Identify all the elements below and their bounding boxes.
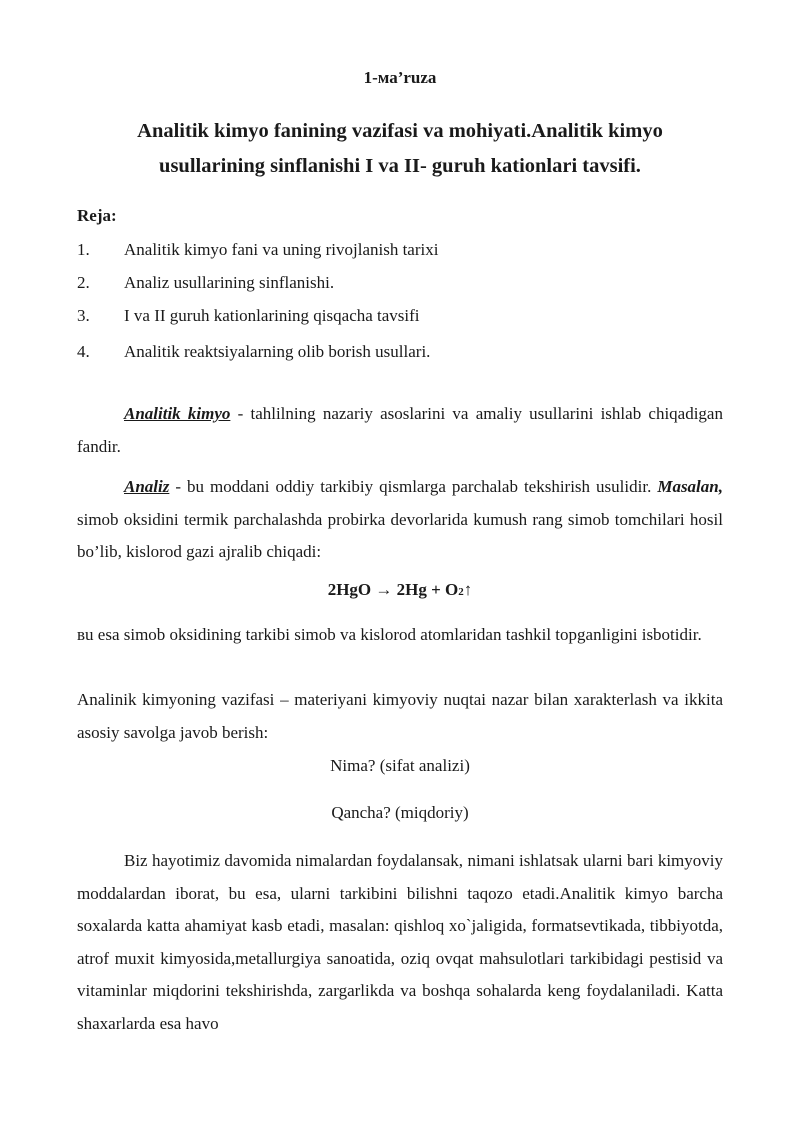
document-title: [77, 114, 723, 184]
plan-item-text: Analitik kimyo fani va uning rivojlanish tarixi: [124, 240, 439, 259]
term-analiz: Analiz: [124, 477, 170, 496]
plan-item-text: Analiz usullarining sinflanishi.: [124, 273, 335, 292]
equation-arrow: ↑: [463, 580, 473, 599]
term-analitik-kimyo: Analitik kimyo: [124, 404, 231, 423]
equation-main: 2HgO → 2Hg + O: [327, 580, 459, 599]
paragraph-text: - tahlilning nazariy asoslarini va amaliy usullarini ishlab chiqadigan fandir.: [77, 404, 723, 456]
chemical-equation: [77, 580, 723, 600]
question-quality: Nima? (sifat analizi): [330, 756, 470, 775]
equation-subscript: 2: [458, 586, 464, 598]
lecture-number: 1-ма’ruza: [363, 68, 437, 87]
plan-item-text: Analitik reaktsiyalarning olib borish usullari.: [124, 342, 431, 361]
paragraph-text: - bu moddani oddiy tarkibiy qismlarga parchalab tekshirish usulidir.: [169, 477, 658, 496]
plan-item-text: I va II guruh kationlarining qisqacha tavsifi: [124, 306, 420, 325]
paragraph-analytical-chemistry: [77, 398, 723, 463]
question-quantity: Qancha? (miqdoriy): [331, 803, 469, 822]
plan-item-number: 3.: [77, 306, 90, 325]
plan-item-number: 2.: [77, 273, 90, 292]
paragraph-task: Analinik kimyoning vazifasi – materiyani kimyoviy nuqtai nazar bilan xarakterlash va ikkita asosiy savolga javob berish:: [77, 690, 723, 742]
example-label: Masalan,: [657, 477, 723, 496]
title-line-1: Analitik kimyo fanining vazifasi va mohiyati.Analitik kimyo: [137, 120, 663, 142]
plan-item-number: 4.: [77, 342, 90, 361]
paragraph-text: simob oksidini termik parchalashda probirka devorlarida kumush rang simob tomchilari hosil bo’lib, kislorod gazi ajralib chiqadi:: [77, 509, 723, 561]
paragraph-proof: вu esa simob oksidining tarkibi simob va kislorod atomlaridan tashkil topganligini isbotidir.: [77, 625, 702, 644]
plan-heading: Reja:: [77, 206, 117, 225]
paragraph-analysis: [77, 471, 723, 569]
paragraph-importance: Biz hayotimiz davomida nimalardan foydalansak, nimani ishlatsak ularni bari kimyoviy moddalardan iborat, bu esa, ularni tarkibini bilishni taqozo etadi.Analitik kimyo barcha soxalarda katta ahamiyat kasb etadi, masalan: qishloq xo`jaligida, formatsevtikada, tibbiyotda, atrof muxit kimyosida,metallurgiya sanoatida, oziq ovqat mahsulotlari tarkibidagi pestisid va vitaminlar miqdorini tekshirishda, zargarlikda va boshqa sohalarda keng foydalaniladi. Katta shaxarlarda esa havo: [77, 851, 723, 1033]
title-line-2: usullarining sinflanishi I va II- guruh kationlari tavsifi.: [159, 155, 641, 177]
plan-item-number: 1.: [77, 240, 90, 259]
